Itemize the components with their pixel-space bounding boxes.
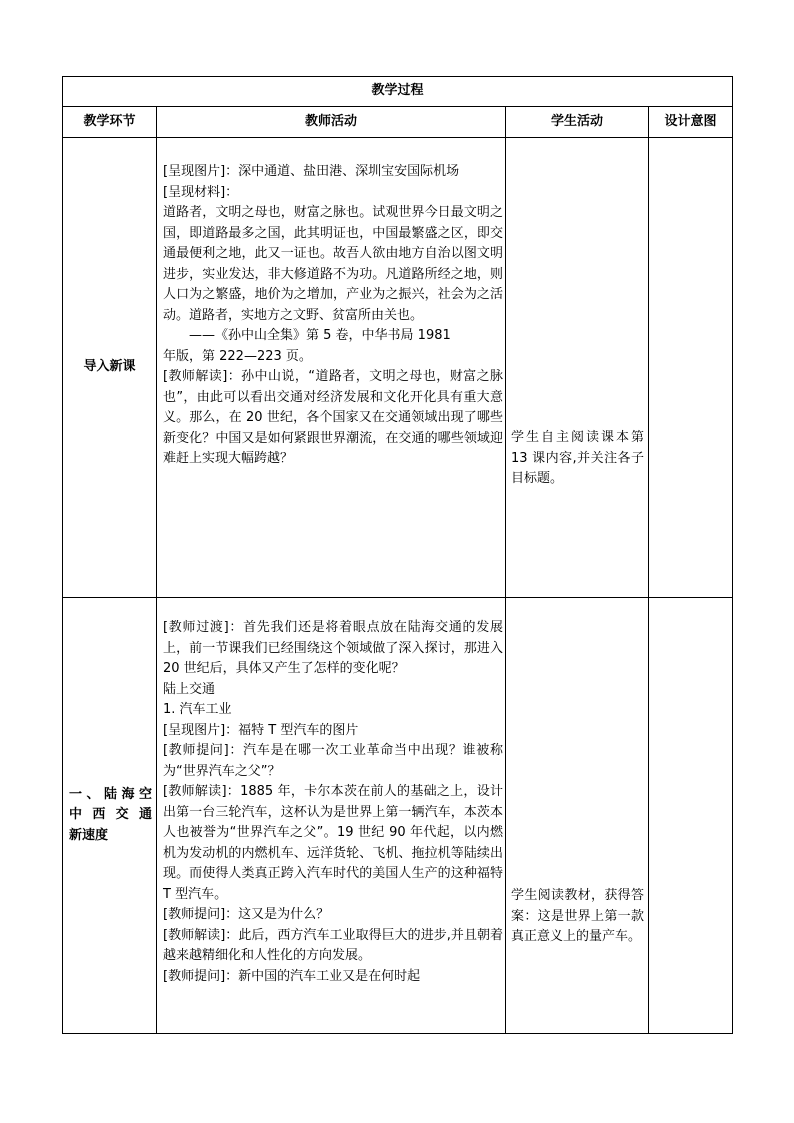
teacher-line: [教师解读]：孙中山说，“道路者，文明之母也，财富之脉也”，由此可以看出交通对经济发展和文化开化具有重大意义。那么，在 20 世纪，各个国家又在交通领域出现了哪些新变化？中国又是如何紧跟世界潮流，在交通的哪些领域迎难赶上实现大幅跨越？: [163, 369, 503, 466]
section-line: 新速度: [69, 827, 109, 843]
teaching-process-table: [62, 76, 733, 1034]
design-intent-transport: [649, 598, 733, 1034]
section-line: 中 西 交 通: [69, 807, 152, 823]
citation-line: 年版，第 222—223 页。: [163, 348, 312, 364]
section-transport: [63, 598, 157, 1034]
teacher-line: [教师解读]：1885 年，卡尔本茨在前人的基础之上，设计出第一台三轮汽车，这杯认为是世界上第一辆汽车，本茨本人也被誉为“世界汽车之父”。19 世纪 90 年代起，以内燃机为发动机的内燃机车、远洋货轮、飞机、拖拉机等陆续出现。而使得人类真正跨入汽车时代的美国人生产的这种福特 T 型汽车。: [163, 784, 503, 902]
header-teacher-activity: 教师活动: [157, 107, 506, 138]
teacher-line: [教师提问]：汽车是在哪一次工业革命当中出现？谁被称为“世界汽车之父”？: [163, 743, 503, 779]
table-title: 教学过程: [63, 77, 733, 107]
section-line: 一、陆海空: [69, 786, 152, 802]
teacher-line: [教师解读]：此后，西方汽车工业取得巨大的进步,并且朝着越来越精细化和人性化的方向发展。: [163, 927, 503, 963]
teacher-activity-transport: [157, 598, 506, 1034]
teacher-line: [教师提问]：这又是为什么？: [163, 907, 330, 922]
teacher-line: [呈现图片]：深中通道、盐田港、深圳宝安国际机场: [163, 164, 460, 179]
teacher-line: 陆上交通: [163, 681, 216, 697]
teacher-line: [教师提问]：新中国的汽车工业又是在何时起: [163, 968, 421, 984]
header-student-activity: 学生活动: [506, 107, 649, 138]
table-row: [63, 138, 733, 598]
citation-line: ——《孙中山全集》第 5 卷，中华书局 1981: [189, 328, 451, 343]
header-design-intent: 设计意图: [649, 107, 733, 138]
teacher-line: [教师过渡]：首先我们还是将着眼点放在陆海交通的发展上，前一节课我们已经围绕这个领域做了深入探讨，那进入 20 世纪后，具体又产生了怎样的变化呢？: [163, 620, 503, 676]
lesson-page: [62, 76, 732, 1034]
section-intro: 导入新课: [63, 138, 157, 598]
teacher-line: 道路者，文明之母也，财富之脉也。试观世界今日最文明之国，即道路最多之国，此其明证也，中国最繁盛之区，即交通最便利之地，此又一证也。故吾人欲由地方自治以图文明进步，实业发达，非大修道路不为功。凡道路所经之地，则人口为之繁盛，地价为之增加，产业为之振兴，社会为之活动。道路者，实地方之文野、贫富所由关也。: [163, 205, 503, 323]
design-intent-intro: [649, 138, 733, 598]
student-activity-transport: 学生阅读教材，获得答案：这是世界上第一款真正意义上的量产车。: [506, 598, 649, 1034]
teacher-activity-intro: [157, 138, 506, 598]
teacher-line: [呈现材料]：: [163, 184, 239, 200]
header-teaching-stage: 教学环节: [63, 107, 157, 138]
teacher-line: 1. 汽车工业: [163, 702, 232, 717]
table-row: [63, 598, 733, 1034]
teacher-line: [呈现图片]：福特 T 型汽车的图片: [163, 722, 359, 738]
student-activity-intro: 学生自主阅读课本第 13 课内容,并关注各子目标题。: [506, 138, 649, 598]
